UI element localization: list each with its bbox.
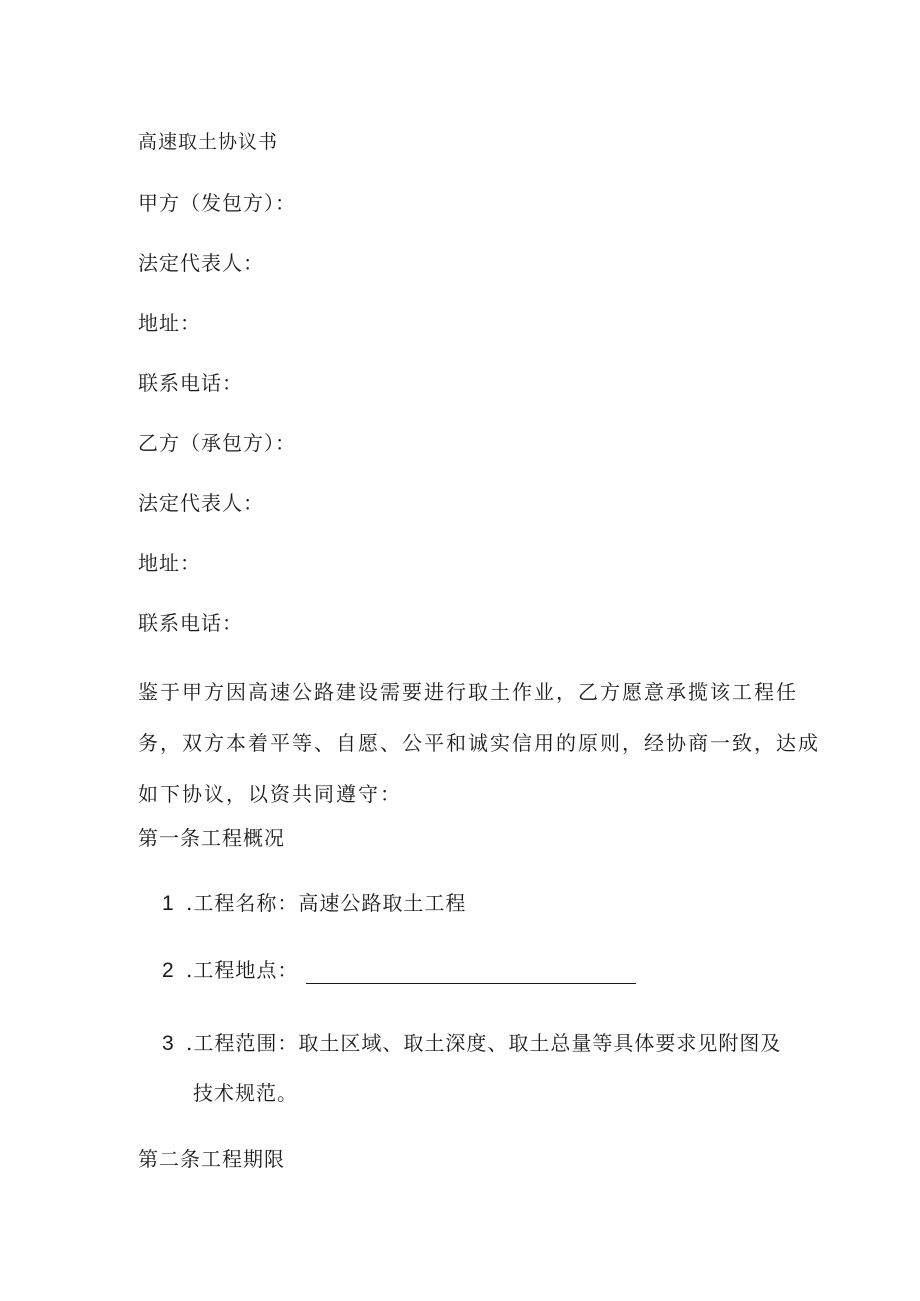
item-text: .工程名称：高速公路取土工程 <box>186 891 467 915</box>
article1-item <box>162 1030 781 1057</box>
item-number: 3 <box>162 1032 175 1055</box>
party-a-address-label: 地址： <box>138 311 201 335</box>
party-b-phone-label: 联系电话： <box>138 611 243 635</box>
item-text: .工程范围：取土区域、取土深度、取土总量等具体要求见附图及 <box>186 1031 782 1055</box>
article1-item <box>162 890 466 917</box>
party-b-representative-label: 法定代表人： <box>138 491 264 515</box>
party-b-label: 乙方（承包方）： <box>138 431 296 455</box>
party-a-representative-label: 法定代表人： <box>138 251 264 275</box>
item-number: 1 <box>162 892 175 915</box>
article1-heading: 第一条工程概况 <box>138 826 285 850</box>
party-a-phone-label: 联系电话： <box>138 371 243 395</box>
preamble-line: 如下协议，以资共同遵守： <box>138 782 402 806</box>
party-a-label: 甲方（发包方）： <box>138 191 296 215</box>
preamble-line: 鉴于甲方因高速公路建设需要进行取土作业，乙方愿意承揽该工程任 <box>138 680 798 704</box>
preamble-line: 务，双方本着平等、自愿、公平和诚实信用的原则，经协商一致，达成 <box>138 731 820 755</box>
fill-in-blank-line <box>306 965 636 984</box>
article1-item <box>162 957 636 984</box>
preamble-paragraph <box>138 667 820 820</box>
item-text-continuation: 技术规范。 <box>193 1081 298 1105</box>
party-b-address-label: 地址： <box>138 551 201 575</box>
item-number: 2 <box>162 959 175 982</box>
document-title: 高速取土协议书 <box>138 131 279 153</box>
article2-heading: 第二条工程期限 <box>138 1147 285 1171</box>
item-text: .工程地点： <box>186 958 299 982</box>
